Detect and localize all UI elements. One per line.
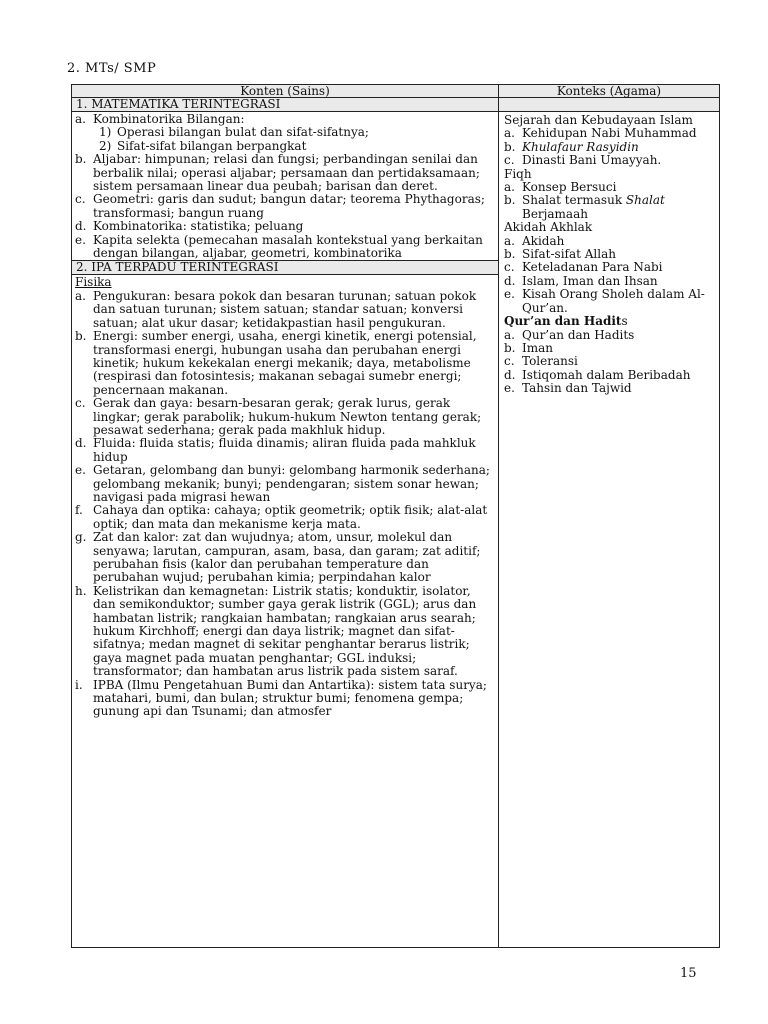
list-marker: a. [504, 233, 515, 248]
list-text: Getaran, gelombang dan bunyi: gelombang harmonik sederhana; gelombang mekanik; bunyi; pendengaran; sistem sonar hewan; navigasi pada migrasi hewan [93, 463, 490, 504]
list-marker: b. [75, 152, 87, 167]
list-item [504, 342, 704, 355]
list-item [504, 235, 714, 248]
list-text: Qur’an dan Hadits [522, 327, 635, 342]
list-item [75, 220, 495, 233]
list-item [75, 153, 495, 193]
sublist [75, 126, 369, 153]
list-text [522, 194, 716, 221]
list-text: Akidah [522, 233, 565, 248]
list-item [75, 113, 495, 126]
list-text: Tahsin dan Tajwid [522, 381, 632, 396]
group4-title [504, 315, 716, 328]
content-row [72, 112, 720, 261]
list-marker: b. [504, 340, 516, 355]
list-text-cont: Berjamaah [522, 206, 588, 221]
section1-header-row [72, 98, 720, 112]
list-text: Gerak dan gaya: besarn-besaran gerak; gerak lurus, gerak lingkar; gerak parabolik; hukum-hukum Newton tentang gerak; pesawat sederhana; gerak pada makhluk hidup. [93, 396, 482, 437]
list-text: Iman [522, 340, 554, 355]
list-text: IPBA (Ilmu Pengetahuan Bumi dan Antartika): sistem tata surya; matahari, bumi, dan bulan; struktur bumi; fenomena gempa; gunung api dan Tsunami; dan atmosfer [93, 677, 487, 719]
list-text: Kombinatorika Bilangan: [93, 112, 245, 126]
list-text: Kehidupan Nabi Muhammad [522, 126, 697, 141]
list-item [504, 275, 714, 288]
list-item [504, 194, 716, 221]
list-item [504, 181, 716, 194]
list-item [75, 290, 495, 330]
list-text: Cahaya dan optika: cahaya; optik geometrik; optik fisik; alat-alat optik; dan mata dan mekanisme kerja mata. [93, 503, 488, 531]
list-item [504, 329, 704, 342]
group4-title-rest: s [621, 314, 628, 329]
list-marker: d. [75, 436, 87, 451]
list-item [75, 193, 495, 220]
list-text: Islam, Iman dan Ihsan [522, 273, 658, 288]
section1-content [72, 112, 499, 261]
list-item [75, 464, 495, 504]
list-item [504, 382, 704, 395]
sublist-item [99, 126, 369, 139]
list-item [504, 261, 714, 274]
list-text: Kisah Orang Sholeh dalam Al-Qur’an. [522, 287, 705, 315]
list-item [504, 369, 704, 382]
list-text: Kelistrikan dan kemagnetan: Listrik statis; konduktir, isolator, dan semikonduktor; sumber gaya gerak listrik (GGL); arus dan hambatan listrik; rangkaian hambatan; rangkaian arus searah; hukum Kirchhoff; energi dan daya listrik; magnet dan sifat-sifatnya; medan magnet di sekitar penghantar berarus listrik; gaya magnet pada muatan penghantar; GGL induksi; transformator; dan hambatan arus listrik pada sistem saraf. [93, 583, 477, 679]
list-text: Istiqomah dalam Beribadah [522, 367, 691, 382]
list-marker: d. [504, 273, 516, 288]
agama-content [499, 112, 720, 948]
list-marker: c. [75, 396, 86, 411]
list-marker: a. [75, 112, 86, 126]
list-marker: d. [75, 219, 87, 234]
list-marker: e. [504, 381, 515, 396]
list-item [75, 585, 495, 679]
list-text: Zat dan kalor: zat dan wujudnya; atom, unsur, molekul dan senyawa; larutan, campuran, asam, basa, dan garam; zat aditif; perubahan fisis (kalor dan perubahan temperature dan perubahan wujud; perubahan kimia; perpindahan kalor [93, 530, 481, 585]
list-marker: a. [504, 126, 515, 141]
list-marker: e. [75, 463, 86, 478]
list-item [504, 355, 704, 368]
list-marker: g. [75, 530, 87, 545]
list-marker: f. [75, 503, 83, 518]
list-text-normal: Shalat termasuk [522, 193, 626, 208]
page-number: 15 [680, 966, 697, 981]
col-right-header: Konteks (Agama) [499, 85, 720, 98]
list-text: Sifat-sifat Allah [522, 247, 616, 262]
group3-list [504, 235, 714, 315]
list-text: Konsep Bersuci [522, 180, 617, 195]
right-header-blank [499, 98, 720, 112]
group4-list [504, 329, 704, 396]
list-item [75, 531, 495, 585]
section2-list [75, 290, 495, 719]
list-text: Pengukuran: besara pokok dan besaran turunan; satuan pokok dan satuan turunan; sistem satuan; standar satuan; konversi satuan; alat ukur dasar; ketidakpastian hasil pengukuran. [93, 288, 477, 330]
list-marker: c. [75, 192, 86, 207]
list-text: Khulafaur Rasyidin [522, 139, 639, 154]
list-text: Energi: sumber energi, usaha, energi kinetik, energi potensial, transformasi energi, hubungan usaha dan perubahan energi kinetik; hukum kekekalan energi mekanik; daya, metabolisme (respirasi dan fotosintesis; makanan sebagai sumebr energi; pencernaan makanan. [93, 329, 477, 397]
list-text-italic: Shalat [625, 193, 665, 208]
list-marker: 1) [99, 125, 112, 140]
list-item [504, 288, 714, 315]
group1-title: Sejarah dan Kebudayaan Islam [504, 113, 693, 127]
list-text: Keteladanan Para Nabi [522, 260, 663, 275]
list-marker: c. [504, 354, 515, 369]
list-text: Geometri: garis dan sudut; bangun datar; teorema Phythagoras; transformasi; bangun ruang [93, 192, 485, 220]
list-marker: a. [75, 288, 86, 303]
list-marker: 2) [99, 138, 112, 153]
list-marker: c. [504, 153, 515, 168]
list-item [75, 437, 495, 464]
list-item [504, 127, 716, 140]
list-item [75, 679, 495, 719]
group1-list [504, 127, 716, 167]
list-item [504, 248, 714, 261]
list-text: Toleransi [522, 354, 578, 369]
list-marker: h. [75, 583, 87, 598]
list-text: Operasi bilangan bulat dan sifat-sifatnya; [117, 125, 369, 140]
list-item [75, 330, 495, 397]
list-item [504, 154, 716, 167]
list-marker: a. [504, 180, 515, 195]
list-item [75, 234, 495, 261]
list-marker: d. [504, 367, 516, 382]
list-text: Fluida: fluida statis; fluida dinamis; aliran fluida pada mahkluk hidup [93, 436, 476, 464]
list-text: Aljabar: himpunan; relasi dan fungsi; perbandingan senilai dan berbalik nilai; operasi aljabar; persamaan dan pertidaksamaan; sistem persamaan linear dua peubah; barisan dan deret. [93, 152, 480, 194]
list-text: Kombinatorika: statistika; peluang [93, 219, 304, 234]
list-marker: i. [75, 677, 83, 692]
list-marker: b. [504, 193, 516, 208]
section2-title: 2. IPA TERPADU TERINTEGRASI [72, 261, 499, 275]
page-heading: 2. MTs/ SMP [67, 61, 157, 76]
list-marker: b. [504, 139, 516, 154]
list-text: Kapita selekta (pemecahan masalah kontekstual yang berkaitan dengan bilangan, aljabar, geometri, kombinatorika [93, 232, 483, 261]
group2-list [504, 181, 716, 221]
group3-title: Akidah Akhlak [504, 220, 593, 235]
section1-title: 1. MATEMATIKA TERINTEGRASI [72, 98, 499, 112]
table-header-row [72, 85, 720, 98]
list-marker: a. [504, 327, 515, 342]
list-text: Sifat-sifat bilangan berpangkat [117, 138, 307, 153]
group4-title-bold: Qur’an dan Hadit [504, 314, 622, 329]
list-marker: e. [504, 287, 515, 302]
list-marker: c. [504, 260, 515, 275]
list-text: Dinasti Bani Umayyah. [522, 153, 662, 168]
sublist-container [75, 126, 495, 153]
group2-title: Fiqh [504, 166, 532, 181]
section2-subtitle: Fisika [75, 275, 112, 290]
sublist-item [99, 140, 369, 153]
curriculum-table [71, 84, 720, 948]
list-item [504, 141, 716, 154]
section2-content [72, 275, 499, 948]
col-left-header: Konten (Sains) [72, 85, 499, 98]
list-item [75, 397, 495, 437]
section1-list [75, 113, 495, 260]
list-marker: b. [75, 329, 87, 344]
list-item [75, 504, 495, 531]
list-marker: e. [75, 232, 86, 247]
list-marker: b. [504, 247, 516, 262]
